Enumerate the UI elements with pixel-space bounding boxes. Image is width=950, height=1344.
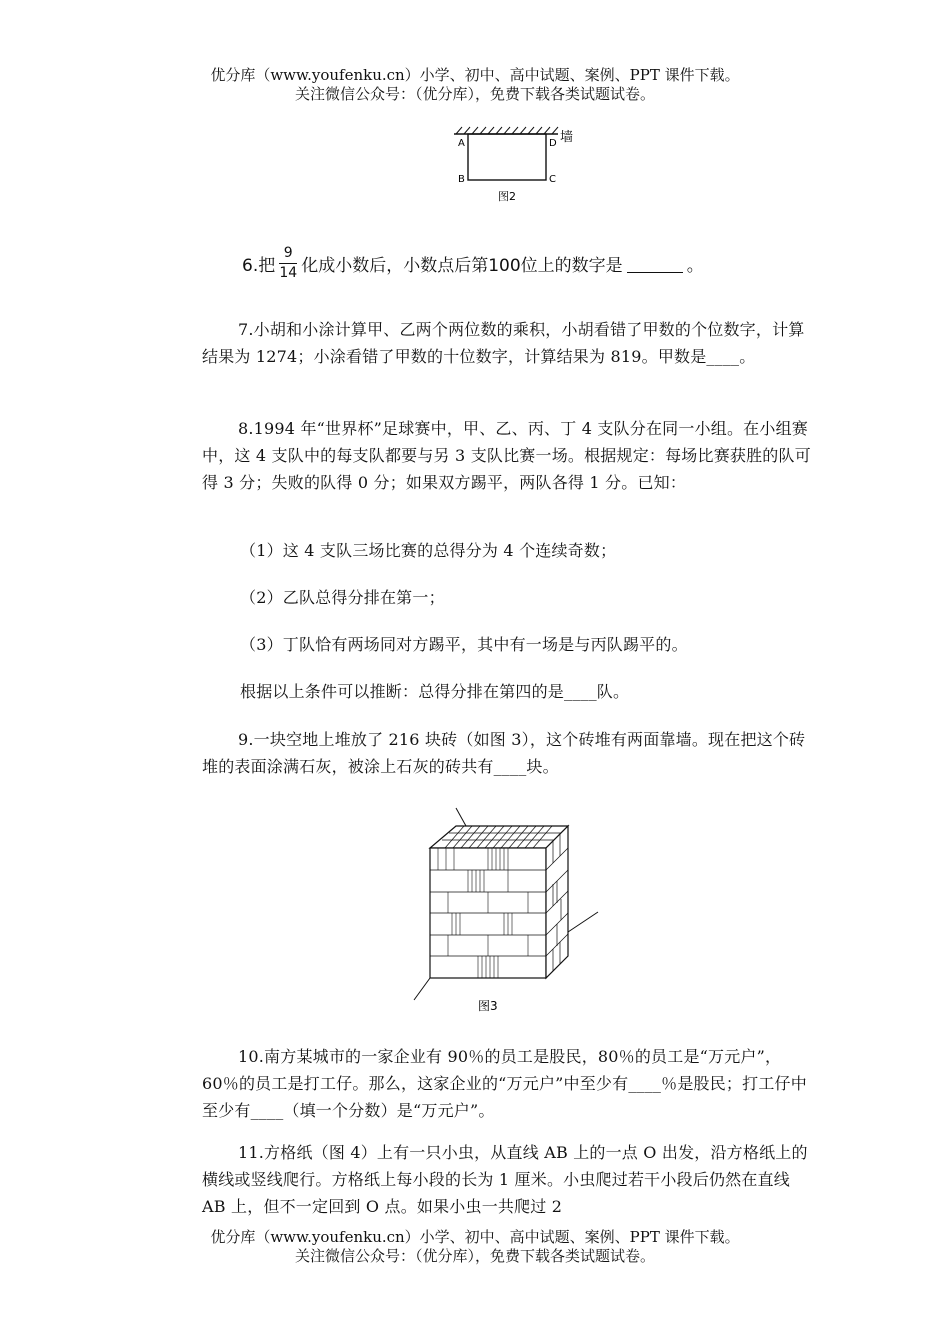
q8-conclusion	[240, 678, 850, 705]
fraction-denominator: 14	[279, 265, 298, 281]
fraction-bar	[279, 263, 297, 264]
q11-text: 11.方格纸（图 4）上有一只小虫，从直线 AB 上的一点 O 出发，沿方格纸上的横线或竖线爬行。方格纸上每小段的长为 1 厘米。小虫爬过若干小段后仍然在直线 AB 上，但不一定回到 O 点。如果小虫一共爬过 2	[202, 1143, 808, 1216]
q8-condition-2	[240, 584, 850, 611]
q8-c3-text: （3）丁队恰有两场同对方踢平，其中有一场是与丙队踢平的。	[240, 635, 688, 654]
q8-condition-3	[240, 631, 850, 658]
wall-label: 墙	[560, 130, 574, 145]
footer-line-2: 关注微信公众号：（优分库），免费下载各类试题试卷。	[294, 1247, 655, 1265]
page-header	[0, 66, 950, 104]
q8-conclusion-text: 根据以上条件可以推断：总得分排在第四的是____队。	[240, 682, 630, 701]
question-10	[202, 1043, 812, 1124]
label-a: A	[458, 138, 465, 149]
question-11	[202, 1139, 812, 1220]
label-b: B	[458, 174, 465, 185]
figure-3-brick-stack	[408, 800, 608, 1018]
label-c: C	[549, 174, 556, 185]
label-d: D	[549, 138, 557, 149]
q6-text: 化成小数后，小数点后第100位上的数字是	[301, 256, 623, 276]
q7-text: 7.小胡和小涂计算甲、乙两个两位数的乘积，小胡看错了甲数的个位数字，计算结果为 1274；小涂看错了甲数的十位数字，计算结果为 819。甲数是____。	[202, 320, 805, 366]
figure-2-wall-rectangle	[448, 124, 588, 208]
q8-condition-1	[240, 537, 850, 564]
q9-text: 9.一块空地上堆放了 216 块砖（如图 3），这个砖堆有两面靠墙。现在把这个砖堆的表面涂满石灰，被涂上石灰的砖共有____块。	[202, 730, 806, 776]
header-line-1: 优分库（www.youfenku.cn）小学、初中、高中试题、案例、PPT 课件下载。	[210, 66, 740, 84]
header-line-2: 关注微信公众号：（优分库），免费下载各类试题试卷。	[294, 85, 655, 103]
q6-prefix: 6.把	[242, 256, 276, 276]
q10-text: 10.南方某城市的一家企业有 90％的员工是股民，80％的员工是“万元户”，60％的员工是打工仔。那么，这家企业的“万元户”中至少有____％是股民；打工仔中至少有____（填一个分数）是“万元户”。	[202, 1047, 807, 1120]
question-8	[202, 415, 812, 496]
figure-2-caption: 图2	[498, 190, 516, 203]
fraction	[279, 246, 297, 281]
fraction-numerator: 9	[283, 245, 293, 261]
answer-blank	[627, 254, 683, 273]
q8-c1-text: （1）这 4 支队三场比赛的总得分为 4 个连续奇数；	[240, 541, 617, 560]
figure-3-caption: 图3	[478, 999, 498, 1013]
question-7	[202, 316, 812, 370]
question-6	[242, 246, 704, 281]
page-footer	[0, 1228, 950, 1266]
q8-intro: 8.1994 年“世界杯”足球赛中，甲、乙、丙、丁 4 支队分在同一小组。在小组赛中，这 4 支队中的每支队都要与另 3 支队比赛一场。根据规定：每场比赛获胜的队可得 3 分；失败的队得 0 分；如果双方踢平，两队各得 1 分。已知：	[202, 419, 811, 492]
q6-end: 。	[686, 256, 704, 276]
question-9	[202, 726, 812, 780]
footer-line-1: 优分库（www.youfenku.cn）小学、初中、高中试题、案例、PPT 课件下载。	[210, 1228, 740, 1246]
q8-c2-text: （2）乙队总得分排在第一；	[240, 588, 445, 607]
